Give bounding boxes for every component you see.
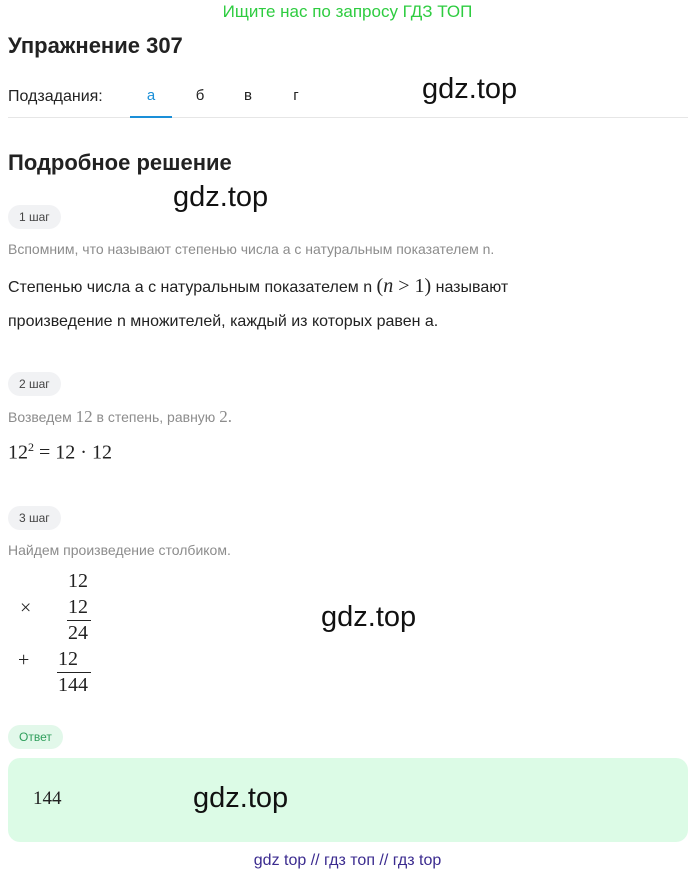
- tab-g[interactable]: г: [293, 87, 299, 104]
- math-number: 12: [75, 407, 93, 426]
- page-title: Упражнение 307: [8, 33, 183, 58]
- answer-box: [8, 758, 688, 842]
- times-sign: ×: [20, 597, 32, 619]
- text-fragment: Возведем: [8, 409, 72, 425]
- text-fragment: называют: [435, 279, 509, 296]
- eq-rhs: = 12 · 12: [34, 441, 112, 464]
- equation: [8, 440, 112, 465]
- footer-links[interactable]: gdz top // гдз топ // гдз top: [253, 852, 442, 869]
- step-badge: 1 шаг: [8, 205, 61, 229]
- math-number: 2.: [219, 407, 232, 426]
- tab-b[interactable]: б: [195, 87, 205, 104]
- text-fragment: Степенью числа a с натуральным показателем n: [8, 279, 373, 296]
- column-row: 24: [68, 622, 88, 644]
- eq-exponent: 2: [28, 440, 34, 454]
- step-hint: Найдем произведение столбиком.: [8, 542, 231, 558]
- math-fragment: (: [376, 275, 384, 297]
- column-row: 144: [58, 674, 88, 696]
- math-variable: n: [383, 275, 394, 297]
- promo-banner[interactable]: Ищите нас по запросу ГДЗ ТОП: [222, 2, 473, 21]
- math-expression: [377, 275, 432, 297]
- answer-value: 144: [33, 788, 62, 809]
- watermark: gdz.top: [321, 601, 417, 633]
- column-row: 12: [68, 596, 88, 618]
- column-row: 12: [58, 648, 78, 670]
- subtasks-bar: [8, 78, 688, 118]
- tab-a[interactable]: а: [130, 78, 172, 118]
- step-text-line: произведение n множителей, каждый из которых равен a.: [8, 313, 439, 330]
- watermark: gdz.top: [193, 782, 289, 814]
- eq-base: 12: [8, 441, 28, 464]
- step-badge: 3 шаг: [8, 506, 61, 530]
- column-divider: [67, 620, 91, 621]
- plus-sign: +: [18, 649, 30, 671]
- text-fragment: в степень, равную: [96, 409, 216, 425]
- column-divider: [57, 672, 91, 673]
- column-row: 12: [68, 570, 88, 592]
- watermark: gdz.top: [422, 73, 518, 105]
- step-badge: 2 шаг: [8, 372, 61, 396]
- step-text-line: [8, 275, 508, 298]
- subtasks-label: Подзадания:: [8, 88, 103, 105]
- watermark: gdz.top: [173, 181, 269, 213]
- answer-badge: Ответ: [8, 725, 63, 749]
- tab-v[interactable]: в: [244, 87, 252, 104]
- math-fragment: > 1): [393, 275, 432, 297]
- step-hint: [8, 407, 232, 427]
- section-title: Подробное решение: [8, 150, 232, 175]
- step-hint: Вспомним, что называют степенью числа a с натуральным показателем n.: [8, 241, 495, 257]
